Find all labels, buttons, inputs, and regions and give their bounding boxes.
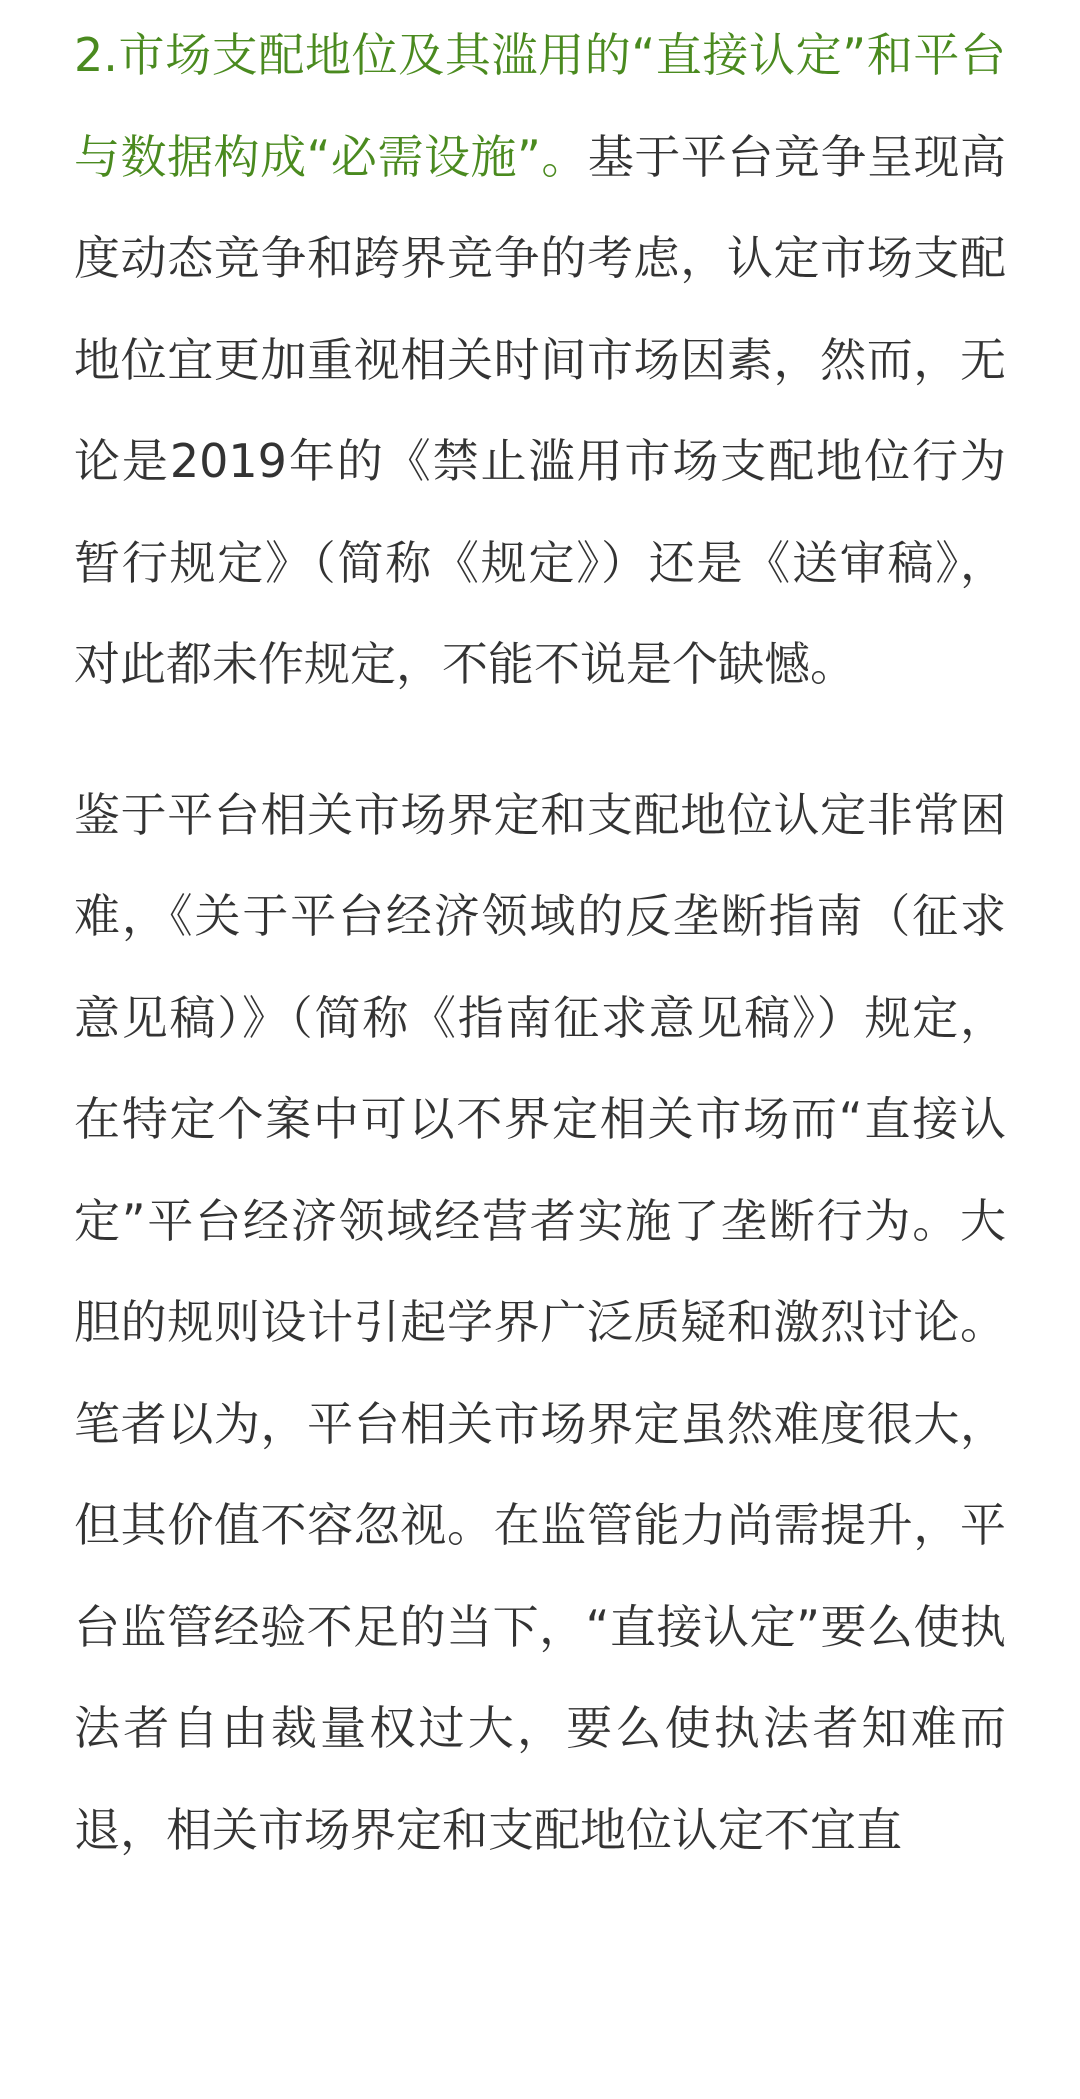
paragraph-2-body: 鉴于平台相关市场界定和支配地位认定非常困难，《关于平台经济领域的反垄断指南（征求意见稿）》（简称《指南征求意见稿》）规定，在特定个案中可以不界定相关市场而“直接认定”平台经济领域经营者实施了垄断行为。大胆的规则设计引起学界广泛质疑和激烈讨论。笔者以为，平台相关市场界定虽然难度很大，但其价值不容忽视。在监管能力尚需提升，平台监管经验不足的当下，“直接认定”要么使执法者自由裁量权过大，要么使执法者知难而退，相关市场界定和支配地位认定不宜直 [74, 787, 1006, 1857]
article-paragraph-1 [74, 5, 1006, 716]
section-heading: 2.市场支配地位及其滥用的“直接认定”和平台与数据构成“必需设施”。 [74, 28, 1006, 184]
paragraph-1-body: 基于平台竞争呈现高度动态竞争和跨界竞争的考虑，认定市场支配地位宜更加重视相关时间市场因素，然而，无论是2019年的《禁止滥用市场支配地位行为暂行规定》（简称《规定》）还是《送审稿》，对此都未作规定，不能不说是个缺憾。 [74, 129, 1006, 691]
article-content [74, 0, 1006, 1881]
article-paragraph-2 [74, 765, 1006, 1882]
